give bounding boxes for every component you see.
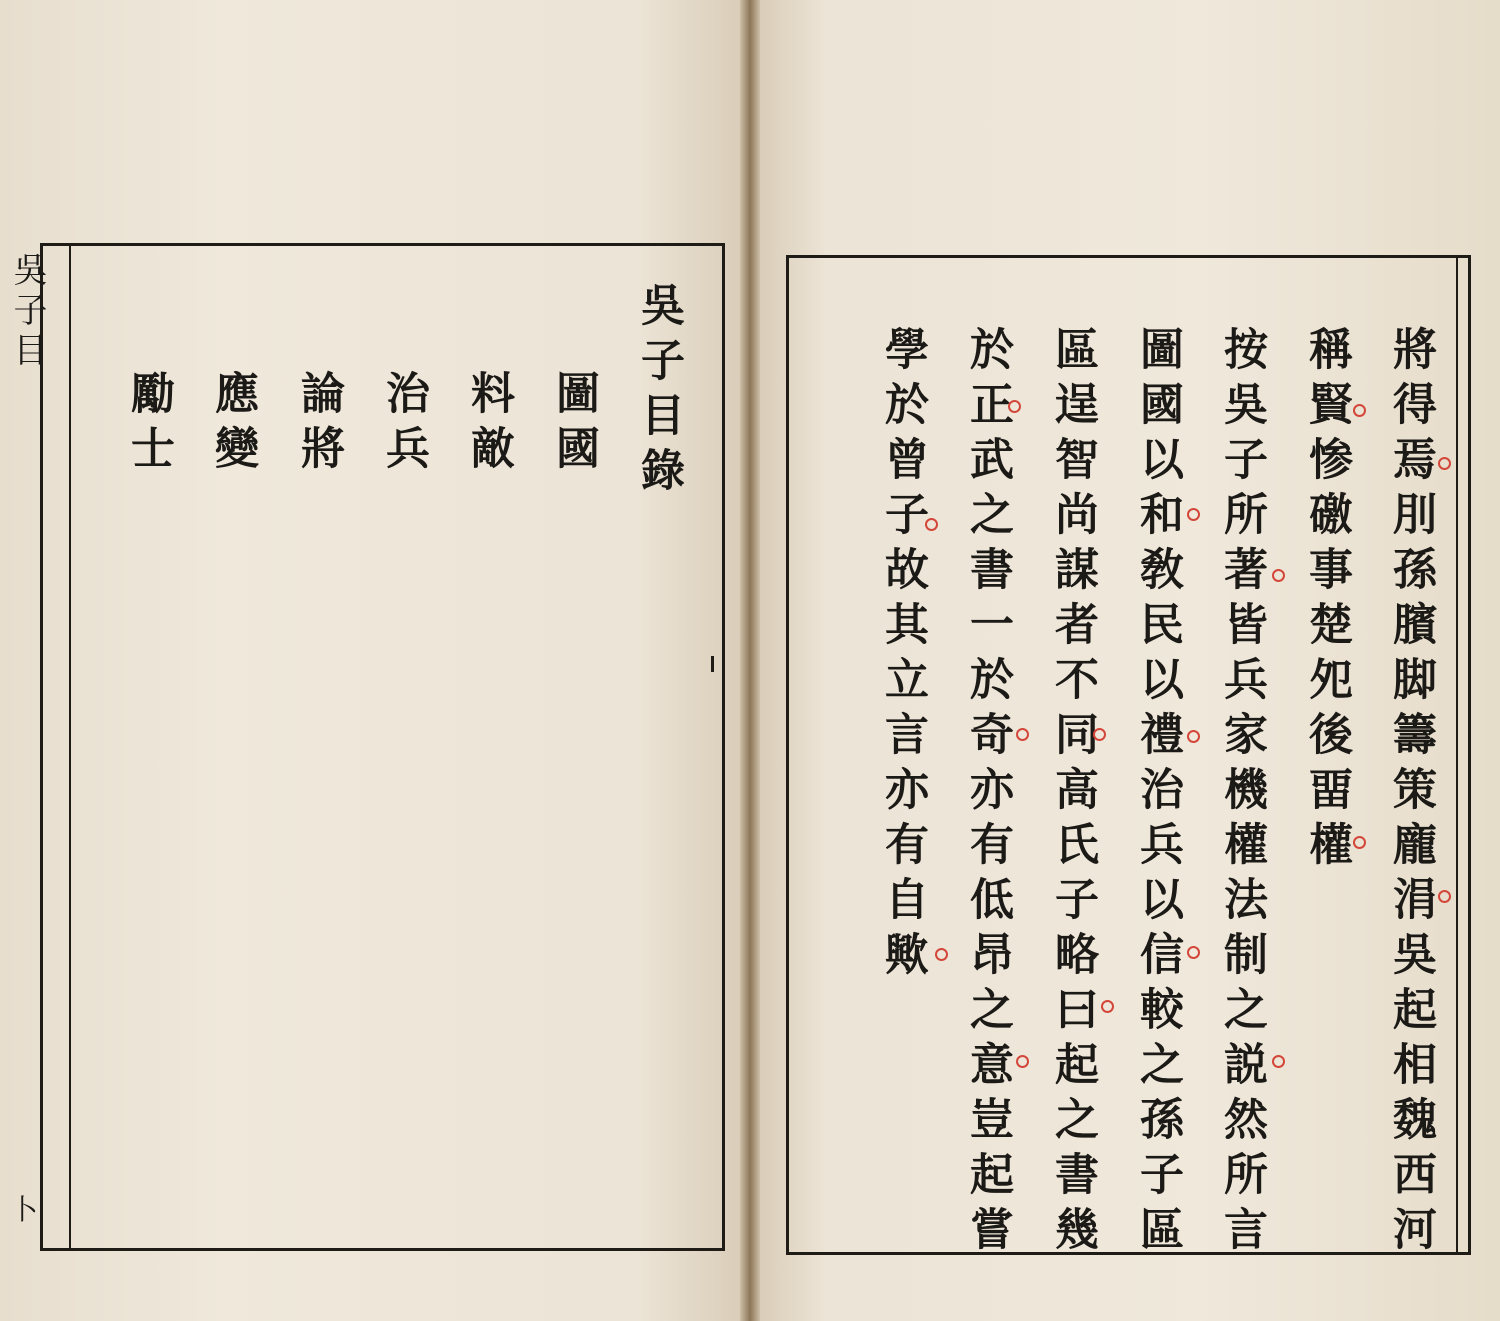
punctuation-circle <box>1353 404 1366 417</box>
right-inner-rule <box>1456 258 1458 1252</box>
text-column-4: 圖國以和敎民以禮治兵以信較之孫子區 <box>1132 326 1183 1261</box>
toc-title: 吳子目錄 <box>633 282 684 502</box>
text-column-3: 按吳子所著皆兵家機權法制之説然所言 <box>1216 326 1267 1261</box>
punctuation-circle <box>1187 730 1200 743</box>
punctuation-circle <box>1187 946 1200 959</box>
text-column-1: 將得焉刖孫臏脚籌策龐涓吳起相魏西河 <box>1385 326 1436 1261</box>
folio-mark: 卜 <box>10 1193 39 1226</box>
punctuation-circle <box>1272 569 1285 582</box>
punctuation-circle <box>1438 457 1451 470</box>
punctuation-circle <box>1016 1055 1029 1068</box>
toc-item-6: 勵士 <box>123 370 174 480</box>
toc-item-5: 應變 <box>207 370 258 480</box>
text-column-7: 學於曾子故其立言亦有自歟 <box>877 326 928 986</box>
fold-mark <box>711 656 714 672</box>
punctuation-circle <box>925 518 938 531</box>
punctuation-circle <box>1438 890 1451 903</box>
punctuation-circle <box>1353 836 1366 849</box>
toc-item-3: 治兵 <box>378 370 429 480</box>
toc-item-2: 料敵 <box>463 370 514 480</box>
punctuation-circle <box>1101 1000 1114 1013</box>
punctuation-circle <box>1008 400 1021 413</box>
book-gutter <box>740 0 760 1321</box>
punctuation-circle <box>1187 508 1200 521</box>
banner-title: 吳子目 <box>7 252 47 372</box>
punctuation-circle <box>1016 728 1029 741</box>
text-column-6: 於正武之書一於奇亦有低昂之意豈起嘗 <box>962 326 1013 1261</box>
toc-item-1: 圖國 <box>548 370 599 480</box>
banner-divider <box>69 246 71 1248</box>
punctuation-circle <box>935 948 948 961</box>
punctuation-circle <box>1272 1055 1285 1068</box>
text-column-2: 稱賢惨礉事楚夗後畱權 <box>1301 326 1352 876</box>
text-column-5: 區逞智尚謀者不同高氏子略曰起之書幾 <box>1047 326 1098 1261</box>
punctuation-circle <box>1093 728 1106 741</box>
toc-item-4: 論將 <box>293 370 344 480</box>
